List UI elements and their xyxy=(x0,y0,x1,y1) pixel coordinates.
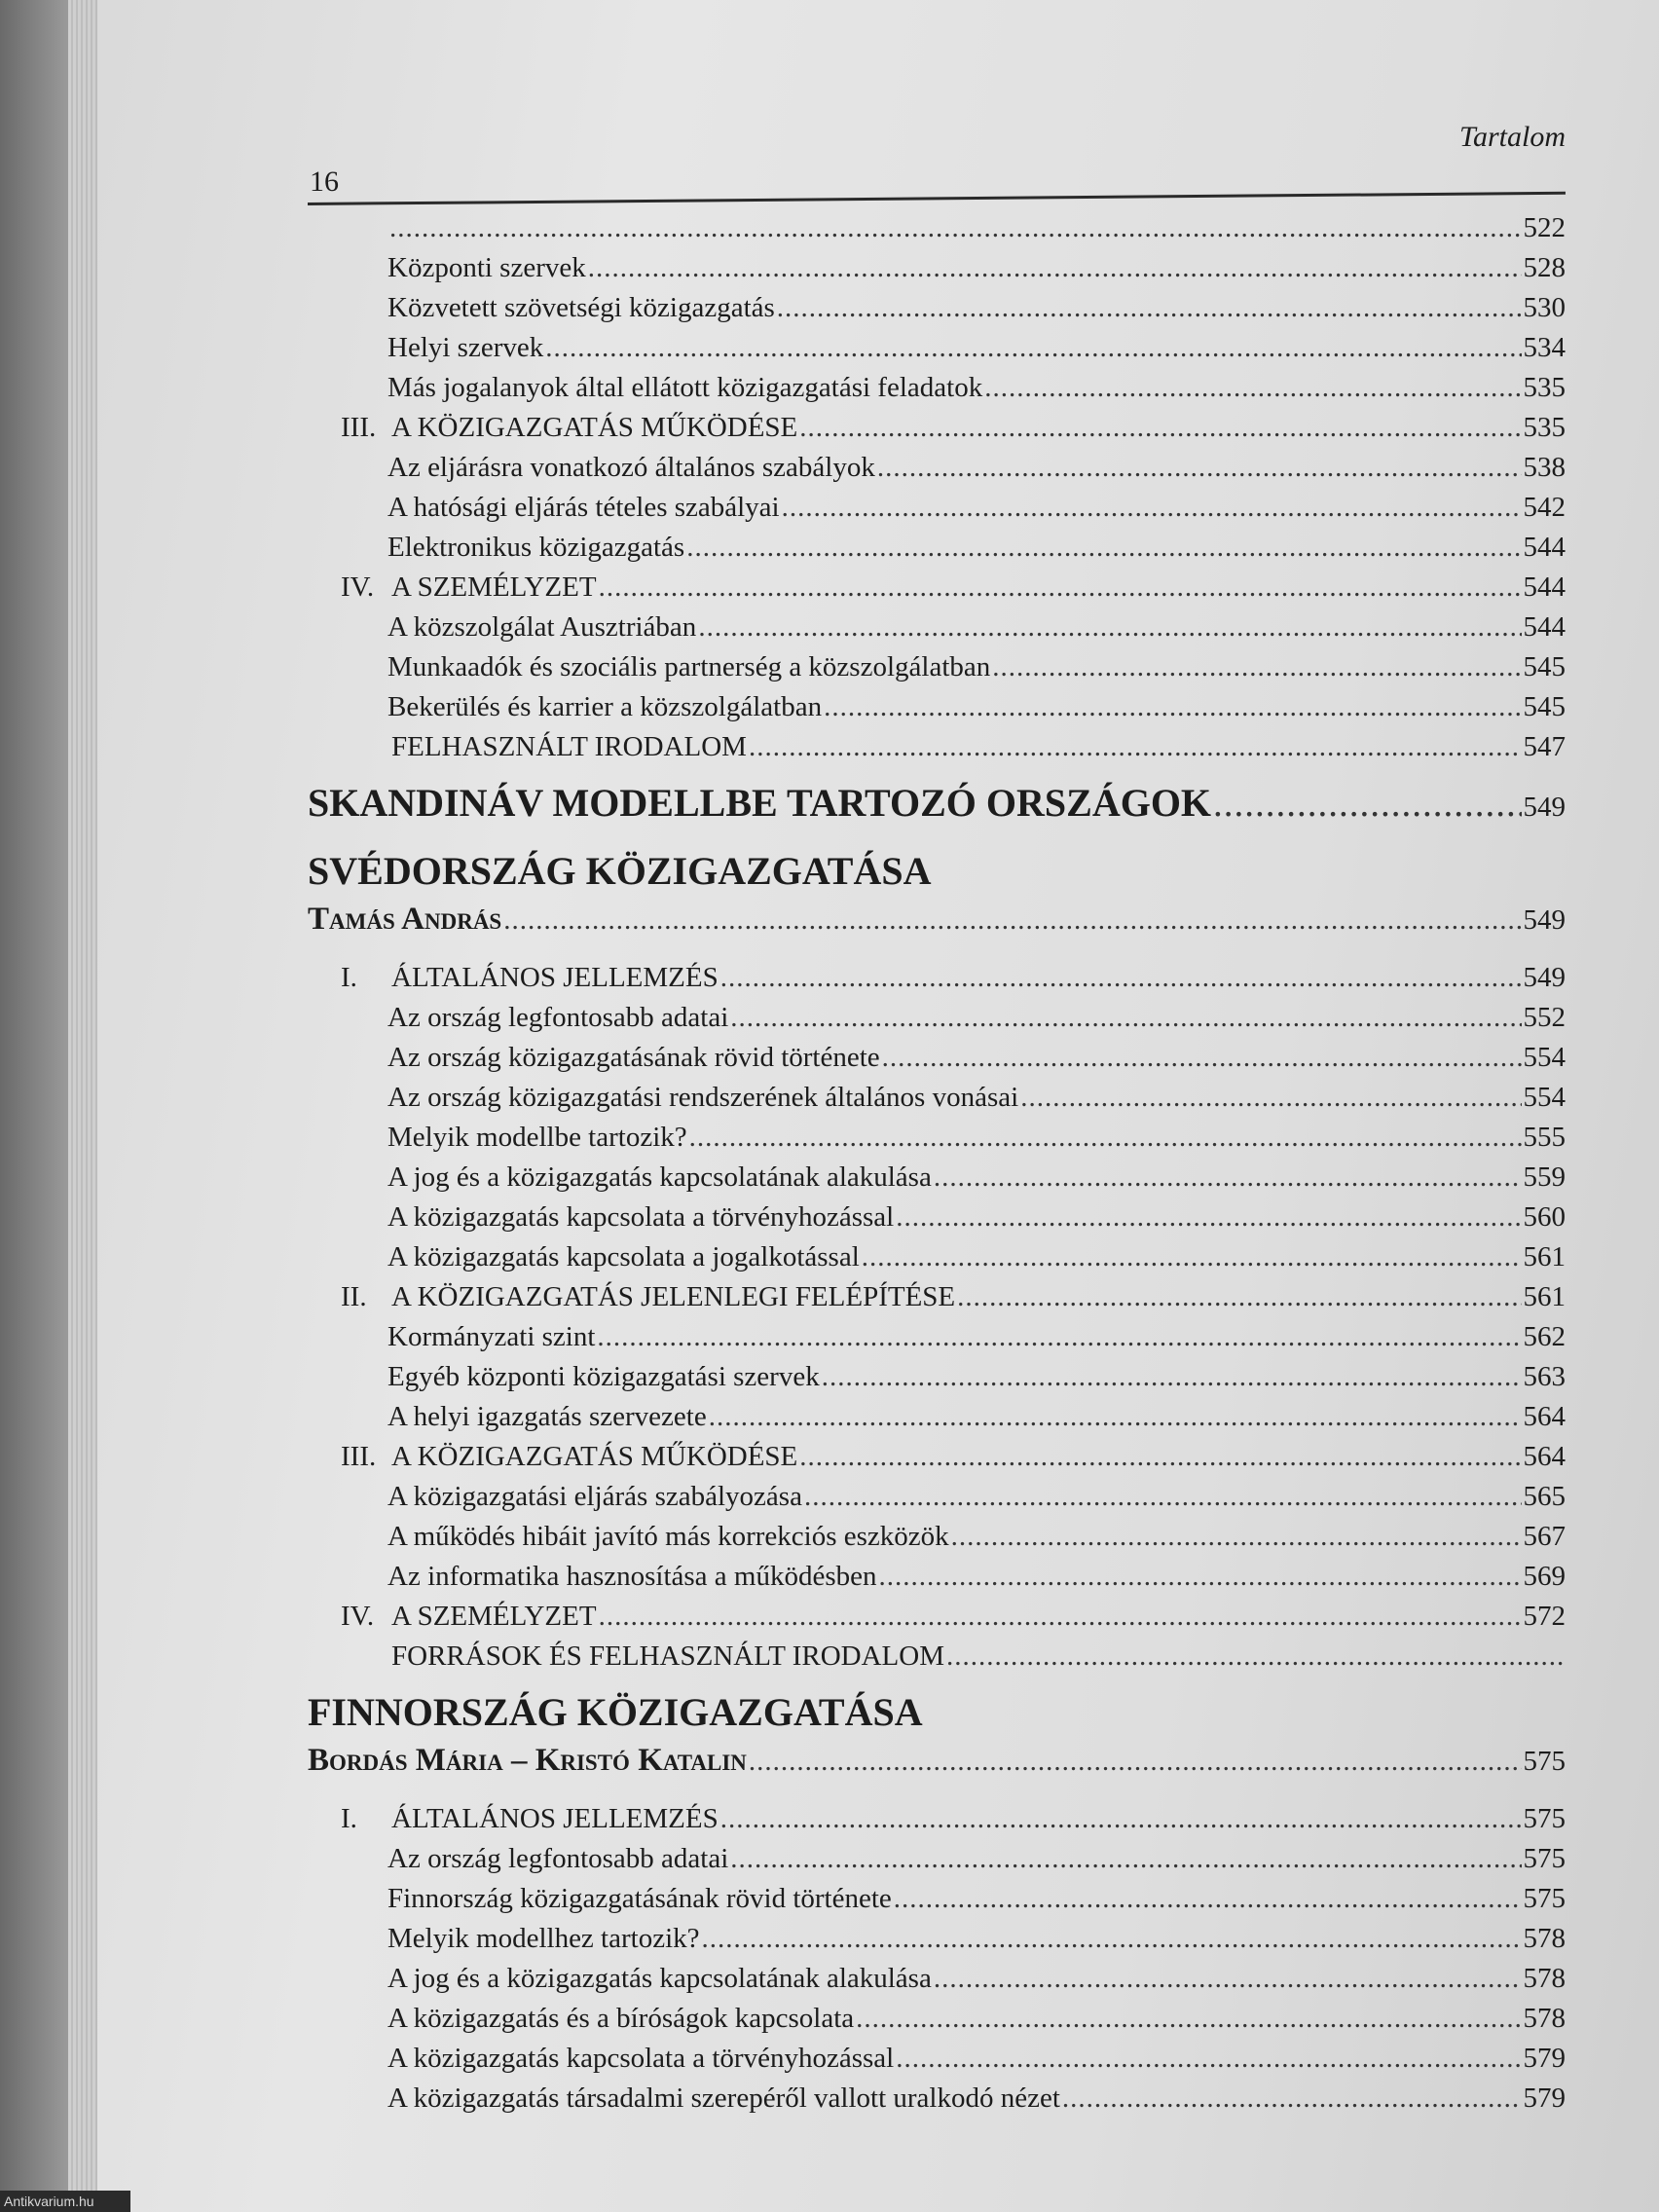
dot-leader xyxy=(749,727,1522,767)
toc-entry-label: A közszolgálat Ausztriában xyxy=(387,611,697,643)
toc-page-number: 554 xyxy=(1523,1082,1566,1113)
toc-entry-number: IV. xyxy=(341,1601,375,1632)
toc-page-number: 549 xyxy=(1523,904,1566,936)
toc-entry-number: IV. xyxy=(341,571,375,603)
toc-page-number: 575 xyxy=(1523,1843,1566,1874)
toc-entry xyxy=(308,1437,1566,1477)
toc-entry-label: A működés hibáit javító más korrekciós eszközök xyxy=(387,1521,949,1552)
toc-page-number: 575 xyxy=(1523,1803,1566,1834)
toc-page-number: 542 xyxy=(1523,492,1566,523)
toc-page-number: 545 xyxy=(1523,691,1566,722)
dot-leader xyxy=(896,2039,1521,2079)
toc-page-number: 572 xyxy=(1523,1601,1566,1632)
toc-entry-label: Melyik modellhez tartozik? xyxy=(387,1923,700,1954)
toc-entry-label: Az informatika hasznosítása a működésben xyxy=(387,1561,877,1592)
book-shadow xyxy=(0,0,68,2212)
dot-leader xyxy=(894,1879,1522,1919)
dot-leader xyxy=(689,1118,1522,1158)
dot-leader xyxy=(686,528,1521,568)
toc-page-number: 522 xyxy=(1523,212,1566,243)
toc-entry-label: ÁLTALÁNOS JELLEMZÉS xyxy=(391,962,719,993)
toc-entry-label: Az ország közigazgatásának rövid története xyxy=(387,1042,880,1073)
table-of-contents xyxy=(308,208,1566,2119)
dot-leader xyxy=(957,1277,1521,1317)
toc-entry-label: Helyi szervek xyxy=(387,332,544,363)
toc-section-finland xyxy=(308,1799,1566,2119)
toc-entry-label: Finnország közigazgatásának rövid története xyxy=(387,1883,892,1914)
toc-entry-label: A SZEMÉLYZET xyxy=(391,1601,597,1632)
toc-entry-label: Az ország legfontosabb adatai xyxy=(387,1843,729,1874)
dot-leader xyxy=(934,1158,1522,1198)
toc-page-number: 565 xyxy=(1523,1481,1566,1512)
dot-leader xyxy=(879,1557,1522,1597)
toc-page-number: 562 xyxy=(1523,1321,1566,1352)
dot-leader xyxy=(934,1959,1522,1999)
dot-leader xyxy=(730,998,1521,1038)
toc-page-number: 578 xyxy=(1523,2003,1566,2034)
dot-leader xyxy=(822,1357,1522,1397)
toc-entry-label: A KÖZIGAZGATÁS MŰKÖDÉSE xyxy=(391,412,798,443)
toc-entry xyxy=(308,488,1566,528)
toc-entry-label: A közigazgatási eljárás szabályozása xyxy=(387,1481,802,1512)
toc-page-number: 564 xyxy=(1523,1441,1566,1472)
toc-page-number: 560 xyxy=(1523,1201,1566,1233)
toc-entry-number: I. xyxy=(341,1803,357,1834)
watermark: Antikvarium.hu xyxy=(0,2191,130,2212)
toc-page-number: 554 xyxy=(1523,1042,1566,1073)
toc-entry-number: II. xyxy=(341,1281,367,1312)
dot-leader xyxy=(720,958,1522,998)
toc-page-number: 578 xyxy=(1523,1923,1566,1954)
toc-entry xyxy=(308,208,1566,248)
dot-leader xyxy=(984,368,1521,408)
toc-entry-label: ÁLTALÁNOS JELLEMZÉS xyxy=(391,1803,719,1834)
toc-entry xyxy=(308,1237,1566,1277)
toc-heading-scandinavian xyxy=(308,775,1566,835)
dot-leader xyxy=(799,408,1521,448)
toc-page-number: 545 xyxy=(1523,651,1566,682)
toc-entry xyxy=(308,1397,1566,1437)
toc-page-number: 561 xyxy=(1523,1241,1566,1272)
toc-entry xyxy=(308,448,1566,488)
toc-page-number: 579 xyxy=(1523,2043,1566,2074)
toc-entry xyxy=(308,568,1566,608)
toc-entry-label: FORRÁSOK ÉS FELHASZNÁLT IRODALOM xyxy=(391,1641,944,1672)
dot-leader xyxy=(599,1597,1522,1637)
toc-page-number: 561 xyxy=(1523,1281,1566,1312)
dot-leader xyxy=(597,1317,1521,1357)
dot-leader xyxy=(730,1839,1521,1879)
toc-entry xyxy=(308,1038,1566,1078)
dot-leader xyxy=(824,687,1521,727)
toc-entry xyxy=(308,1477,1566,1517)
dot-leader xyxy=(599,568,1522,608)
toc-entry xyxy=(308,1637,1566,1677)
toc-page-number: 544 xyxy=(1523,571,1566,603)
toc-entry xyxy=(308,1118,1566,1158)
toc-page-number: 575 xyxy=(1523,1746,1566,1777)
toc-page-number: 575 xyxy=(1523,1883,1566,1914)
toc-entry xyxy=(308,2039,1566,2079)
toc-author-sweden xyxy=(308,900,1566,940)
dot-leader xyxy=(946,1637,1564,1677)
dot-leader xyxy=(782,488,1522,528)
dot-leader xyxy=(862,1237,1522,1277)
toc-entry-label: A közigazgatás kapcsolata a jogalkotással xyxy=(387,1241,860,1272)
dot-leader xyxy=(702,1919,1522,1959)
toc-entry xyxy=(308,288,1566,328)
toc-author-finland xyxy=(308,1741,1566,1782)
dot-leader xyxy=(1020,1078,1521,1118)
toc-entry-label: Az ország legfontosabb adatai xyxy=(387,1002,729,1033)
toc-entry-label: A jog és a közigazgatás kapcsolatának alakulása xyxy=(387,1963,932,1994)
toc-entry xyxy=(308,647,1566,687)
toc-entry xyxy=(308,328,1566,368)
toc-entry-label: Egyéb központi közigazgatási szervek xyxy=(387,1361,820,1392)
toc-entry-label: Az eljárásra vonatkozó általános szabályok xyxy=(387,452,875,483)
running-header: Tartalom xyxy=(1459,121,1566,153)
toc-page-number: 535 xyxy=(1523,412,1566,443)
toc-page-number: 530 xyxy=(1523,292,1566,323)
dot-leader xyxy=(856,1999,1521,2039)
toc-entry-label: A SZEMÉLYZET xyxy=(391,571,597,603)
toc-entry xyxy=(308,2079,1566,2119)
toc-entry xyxy=(308,408,1566,448)
dot-leader xyxy=(389,208,1522,248)
toc-entry-number: I. xyxy=(341,962,357,993)
toc-page-number: 555 xyxy=(1523,1122,1566,1153)
toc-entry xyxy=(308,1999,1566,2039)
toc-entry xyxy=(308,1357,1566,1397)
dot-leader xyxy=(720,1799,1522,1839)
toc-page-number: 528 xyxy=(1523,252,1566,283)
toc-entry xyxy=(308,1158,1566,1198)
dot-leader xyxy=(709,1397,1522,1437)
dot-leader xyxy=(882,1038,1522,1078)
toc-entry-number: III. xyxy=(341,412,377,443)
toc-entry-number: III. xyxy=(341,1441,377,1472)
toc-heading-label: SKANDINÁV MODELLBE TARTOZÓ ORSZÁGOK xyxy=(308,781,1212,825)
page-edges xyxy=(68,0,97,2212)
toc-page-number: 569 xyxy=(1523,1561,1566,1592)
dot-leader xyxy=(992,647,1521,687)
toc-entry xyxy=(308,1799,1566,1839)
toc-page-number: 564 xyxy=(1523,1401,1566,1432)
toc-entry xyxy=(308,1597,1566,1637)
toc-page-number: 544 xyxy=(1523,611,1566,643)
toc-page-number: 567 xyxy=(1523,1521,1566,1552)
toc-entry xyxy=(308,1557,1566,1597)
toc-entry-label: A közigazgatás és a bíróságok kapcsolata xyxy=(387,2003,855,2034)
toc-entry xyxy=(308,1919,1566,1959)
toc-entry-label: FELHASZNÁLT IRODALOM xyxy=(391,731,747,762)
toc-entry xyxy=(308,687,1566,727)
dot-leader xyxy=(799,1437,1521,1477)
dot-leader xyxy=(545,328,1521,368)
dot-leader xyxy=(698,608,1521,647)
toc-page-number: 563 xyxy=(1523,1361,1566,1392)
toc-section-sweden xyxy=(308,958,1566,1677)
toc-entry-label: A közigazgatás kapcsolata a törvényhozással xyxy=(387,1201,895,1233)
toc-entry-label: Kormányzati szint xyxy=(387,1321,596,1352)
toc-page-number: 534 xyxy=(1523,332,1566,363)
toc-entry xyxy=(308,958,1566,998)
author-name: Bordás Mária – Kristó Katalin xyxy=(308,1743,747,1778)
author-name: Tamás András xyxy=(308,902,502,937)
toc-page-number: 579 xyxy=(1523,2083,1566,2114)
toc-entry xyxy=(308,1277,1566,1317)
dot-leader xyxy=(951,1517,1522,1557)
toc-section-austria-tail xyxy=(308,208,1566,767)
toc-entry-label: Közvetett szövetségi közigazgatás xyxy=(387,292,775,323)
toc-entry-label: A közigazgatás társadalmi szerepéről vallott uralkodó nézet xyxy=(387,2083,1060,2114)
toc-entry-label: A jog és a közigazgatás kapcsolatának alakulása xyxy=(387,1161,932,1193)
toc-entry xyxy=(308,248,1566,288)
toc-entry-label: A KÖZIGAZGATÁS MŰKÖDÉSE xyxy=(391,1441,798,1472)
toc-page-number: 578 xyxy=(1523,1963,1566,1994)
dot-leader xyxy=(896,1198,1521,1237)
toc-entry xyxy=(308,1078,1566,1118)
toc-country-title-finland: FINNORSZÁG KÖZIGAZGATÁSA xyxy=(308,1690,923,1734)
toc-page-number: 559 xyxy=(1523,1161,1566,1193)
toc-page-number: 538 xyxy=(1523,452,1566,483)
toc-entry xyxy=(308,368,1566,408)
toc-entry-label: Munkaadók és szociális partnerség a közszolgálatban xyxy=(387,651,991,682)
toc-page-number: 547 xyxy=(1523,731,1566,762)
toc-entry-label: Központi szervek xyxy=(387,252,586,283)
toc-entry-label: Melyik modellbe tartozik? xyxy=(387,1122,687,1153)
toc-entry xyxy=(308,998,1566,1038)
toc-entry xyxy=(308,608,1566,647)
toc-country-title-sweden: SVÉDORSZÁG KÖZIGAZGATÁSA xyxy=(308,849,932,893)
toc-entry xyxy=(308,1317,1566,1357)
toc-page-number: 544 xyxy=(1523,532,1566,563)
toc-entry-label: A hatósági eljárás tételes szabályai xyxy=(387,492,780,523)
toc-page-number: 549 xyxy=(1523,792,1566,823)
toc-entry-label: A helyi igazgatás szervezete xyxy=(387,1401,707,1432)
toc-page-number: 549 xyxy=(1523,962,1566,993)
toc-entry-label: Bekerülés és karrier a közszolgálatban xyxy=(387,691,823,722)
toc-entry-label: Más jogalanyok által ellátott közigazgatási feladatok xyxy=(387,372,983,403)
toc-entry xyxy=(308,727,1566,767)
toc-entry xyxy=(308,1198,1566,1237)
toc-entry xyxy=(308,528,1566,568)
dot-leader xyxy=(804,1477,1522,1517)
toc-entry-label: A közigazgatás kapcsolata a törvényhozással xyxy=(387,2043,895,2074)
toc-entry-label: Elektronikus közigazgatás xyxy=(387,532,685,563)
toc-entry xyxy=(308,1839,1566,1879)
toc-entry-label: Az ország közigazgatási rendszerének általános vonásai xyxy=(387,1082,1019,1113)
toc-entry xyxy=(308,1959,1566,1999)
dot-leader xyxy=(1062,2079,1522,2119)
dot-leader xyxy=(877,448,1522,488)
toc-page-number: 535 xyxy=(1523,372,1566,403)
dot-leader xyxy=(588,248,1522,288)
toc-entry-label: A KÖZIGAZGATÁS JELENLEGI FELÉPÍTÉSE xyxy=(391,1281,956,1312)
toc-entry xyxy=(308,1517,1566,1557)
toc-entry xyxy=(308,1879,1566,1919)
dot-leader xyxy=(777,288,1522,328)
page-number: 16 xyxy=(310,166,339,198)
toc-page-number: 552 xyxy=(1523,1002,1566,1033)
